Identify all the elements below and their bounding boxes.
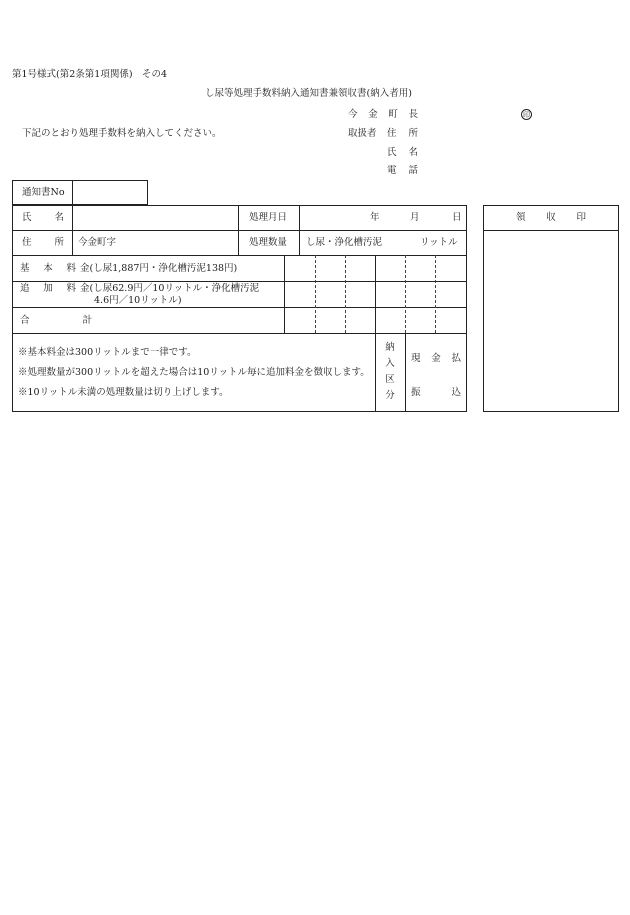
- note-item: ※基本料金は300リットルまで一律です。: [18, 347, 197, 358]
- address-field[interactable]: 今金町字: [78, 237, 117, 248]
- notice-number-field[interactable]: [76, 184, 144, 201]
- name-field[interactable]: [76, 209, 234, 226]
- handler-name-label: 氏 名: [387, 147, 418, 158]
- additional-fee-text-line-1: 金(し尿62.9円／10リットル・浄化槽汚泥: [80, 283, 260, 294]
- receipt-seal-box: [483, 205, 619, 412]
- quantity-type: し尿・浄化槽汚泥: [306, 237, 383, 248]
- payment-category-label: 納 入 区 分: [385, 342, 395, 402]
- quantity-label: 処理数量: [249, 237, 288, 248]
- cash-payment-option[interactable]: 現 金 払: [411, 353, 461, 364]
- seal-mark: 印: [523, 111, 530, 119]
- name-label: 氏 名: [22, 212, 64, 223]
- receipt-seal-label: 領 収 印: [516, 212, 586, 223]
- basic-fee-label: 基 本 料: [20, 263, 76, 274]
- total-label: 合 計: [20, 315, 92, 326]
- transfer-payment-option[interactable]: 振 込: [411, 387, 461, 398]
- handler-label: 取扱者: [348, 128, 377, 139]
- quantity-unit: リットル: [420, 237, 458, 248]
- note-item: ※10リットル未満の処理数量は切り上げします。: [18, 387, 229, 398]
- date-month-unit: 月: [410, 212, 420, 223]
- document-title: し尿等処理手数料納入通知書兼領収書(納入者用): [205, 88, 412, 99]
- note-item: ※処理数量が300リットルを超えた場合は10リットル毎に追加料金を徴収します。: [18, 367, 370, 378]
- basic-fee-text: 金(し尿1,887円・浄化槽汚泥138円): [80, 263, 238, 274]
- date-year-unit: 年: [370, 212, 380, 223]
- address-label: 住 所: [22, 237, 64, 248]
- instruction-text: 下記のとおり処理手数料を納入してください。: [22, 128, 222, 139]
- date-day-unit: 日: [452, 212, 462, 223]
- notice-number-label: 通知書No: [22, 187, 65, 198]
- handler-address-label: 住 所: [387, 128, 418, 139]
- handler-phone-label: 電 話: [387, 165, 418, 176]
- form-number: 第1号様式(第2条第1項関係) その4: [12, 69, 168, 80]
- additional-fee-label: 追 加 料: [20, 283, 76, 294]
- additional-fee-text-line-2: 4.6円／10リットル): [94, 295, 182, 306]
- mayor-label: 今 金 町 長: [348, 109, 418, 120]
- date-label: 処理月日: [249, 212, 288, 223]
